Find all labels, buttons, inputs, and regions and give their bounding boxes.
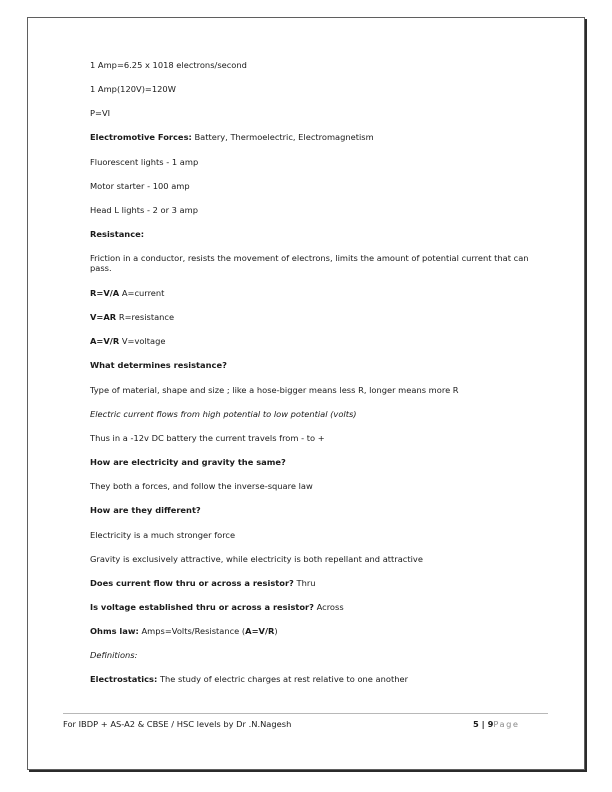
answer-line: They both a forces, and follow the inverse-square law (90, 481, 313, 491)
answer-line: Electricity is a much stronger force (90, 530, 236, 540)
formula-line (90, 336, 165, 346)
formula-note: R=resistance (116, 312, 175, 322)
question: Is voltage established thru or across a resistor? (90, 602, 314, 612)
resistance-heading: Resistance: (90, 229, 145, 239)
page-separator: | (478, 719, 488, 729)
electrostatics-label: Electrostatics: (90, 674, 158, 684)
question-line (90, 578, 316, 588)
example-line: Motor starter - 100 amp (90, 181, 190, 191)
example-line: Fluorescent lights - 1 amp (90, 157, 199, 167)
formula: R=V/A (90, 288, 120, 298)
question-heading: What determines resistance? (90, 360, 227, 370)
answer: Thru (293, 578, 316, 588)
italic-line: Electric current flows from high potential to low potential (volts) (90, 409, 357, 419)
ohms-formula: A=V/R (245, 626, 275, 636)
electrostatics-line (90, 674, 408, 684)
total-pages: 9 (487, 719, 494, 729)
ohms-text: Amps=Volts/Resistance ( (138, 626, 246, 636)
footer-credit: For IBDP + AS-A2 & CBSE / HSC levels by Dr .N.Nagesh (63, 719, 292, 729)
question-line (90, 602, 344, 612)
footer-divider (63, 713, 548, 714)
text-line: 1 Amp(120V)=120W (90, 84, 176, 94)
electrostatics-text: The study of electric charges at rest relative to one another (157, 674, 408, 684)
answer: Across (313, 602, 344, 612)
formula: A=V/R (90, 336, 120, 346)
page-number (473, 719, 519, 729)
answer-line: Type of material, shape and size ; like a hose-bigger means less R, longer means more R (90, 385, 459, 395)
formula-note: A=current (119, 288, 165, 298)
current-page: 5 (473, 719, 479, 729)
ohms-law-line (90, 626, 278, 636)
emf-text: Battery, Thermoelectric, Electromagnetism (191, 132, 374, 142)
question-heading: How are they different? (90, 505, 201, 515)
emf-label: Electromotive Forces: (90, 132, 192, 142)
example-line: Head L lights - 2 or 3 amp (90, 205, 198, 215)
formula: V=AR (90, 312, 117, 322)
answer-line: Gravity is exclusively attractive, while electricity is both repellant and attractive (90, 554, 423, 564)
formula-line (90, 288, 164, 298)
text-line: 1 Amp=6.25 x 1018 electrons/second (90, 60, 247, 70)
definitions-label: Definitions: (90, 650, 138, 660)
emf-line (90, 132, 374, 142)
text-line: P=VI (90, 108, 111, 118)
question: Does current flow thru or across a resistor? (90, 578, 294, 588)
answer-line: Thus in a -12v DC battery the current travels from - to + (90, 433, 325, 443)
formula-line (90, 312, 174, 322)
document-page (27, 17, 585, 770)
ohms-close: ) (274, 626, 278, 636)
question-heading: How are electricity and gravity the same? (90, 457, 286, 467)
resistance-body: Friction in a conductor, resists the movement of electrons, limits the amount of potential current that can pass. (90, 253, 529, 273)
ohms-label: Ohms law: (90, 626, 139, 636)
formula-note: V=voltage (119, 336, 166, 346)
page-word: Page (493, 719, 520, 729)
